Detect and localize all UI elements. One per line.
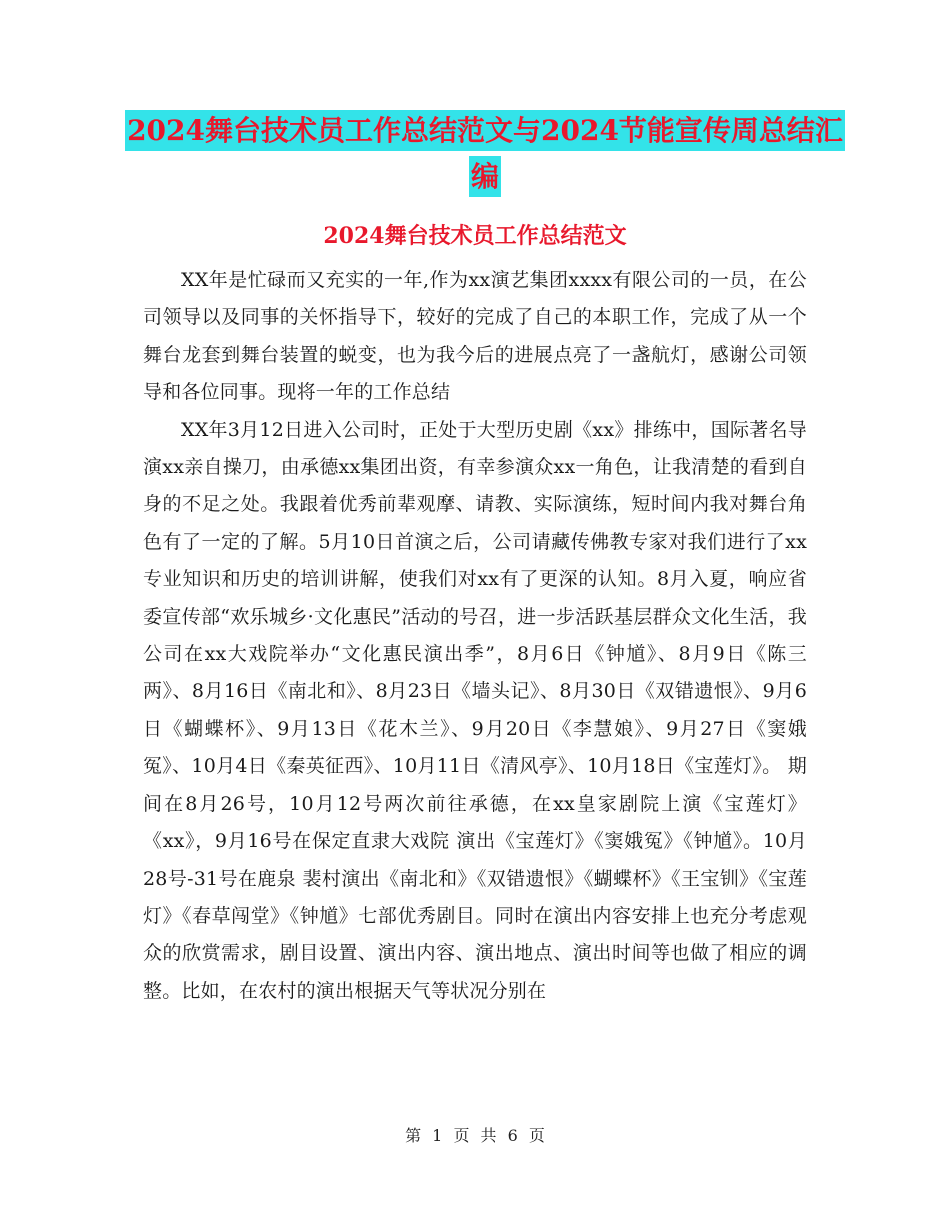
page-footer: 第 1 页 共 6 页 [405,1126,545,1145]
document-body [143,262,807,1010]
document-title [120,108,850,200]
document-title-text: 2024舞台技术员工作总结范文与2024节能宣传周总结汇编 [125,110,845,197]
body-paragraph: XX年是忙碌而又充实的一年,作为xx演艺集团xxxx有限公司的一员，在公司领导以及同事的关怀指导下，较好的完成了自己的本职工作，完成了从一个舞台龙套到舞台装置的蜕变，也为我今后的进展点亮了一盏航灯，感谢公司领导和各位同事。现将一年的工作总结 [143,269,807,404]
section-heading: 2024舞台技术员工作总结范文 [323,223,627,249]
body-paragraph: XX年3月12日进入公司时，正处于大型历史剧《xx》排练中，国际著名导演xx亲自操刀，由承德xx集团出资，有幸参演众xx一角色，让我清楚的看到自身的不足之处。我跟着优秀前辈观摩、请教、实际演练，短时间内我对舞台角色有了一定的了解。5月10日首演之后，公司请藏传佛教专家对我们进行了xx专业知识和历史的培训讲解，使我们对xx有了更深的认知。8月入夏，响应省委宣传部“欢乐城乡·文化惠民”活动的号召，进一步活跃基层群众文化生活，我公司在xx大戏院举办“文化惠民演出季”，8月6日《钟馗》、8月9日《陈三两》、8月16日《南北和》、8月23日《墙头记》、8月30日《双错遗恨》、9月6日《蝴蝶杯》、9月13日《花木兰》、9月20日《李慧娘》、9月27日《窦娥冤》、10月4日《秦英征西》、10月11日《清风亭》、10月18日《宝莲灯》。 期间在8月26号，10月12号两次前往承德，在xx皇家剧院上演《宝莲灯》《xx》，9月16号在保定直隶大戏院 演出《宝莲灯》《窦娥冤》《钟馗》。10月28号-31号在鹿泉 裴村演出《南北和》《双错遗恨》《蝴蝶杯》《王宝钏》《宝莲灯》《春草闯堂》《钟馗》七部优秀剧目。同时在演出内容安排上也充分考虑观众的欣赏需求，剧目设置、演出内容、演出地点、演出时间等也做了相应的调整。比如，在农村的演出根据天气等状况分别在 [143,418,807,1002]
